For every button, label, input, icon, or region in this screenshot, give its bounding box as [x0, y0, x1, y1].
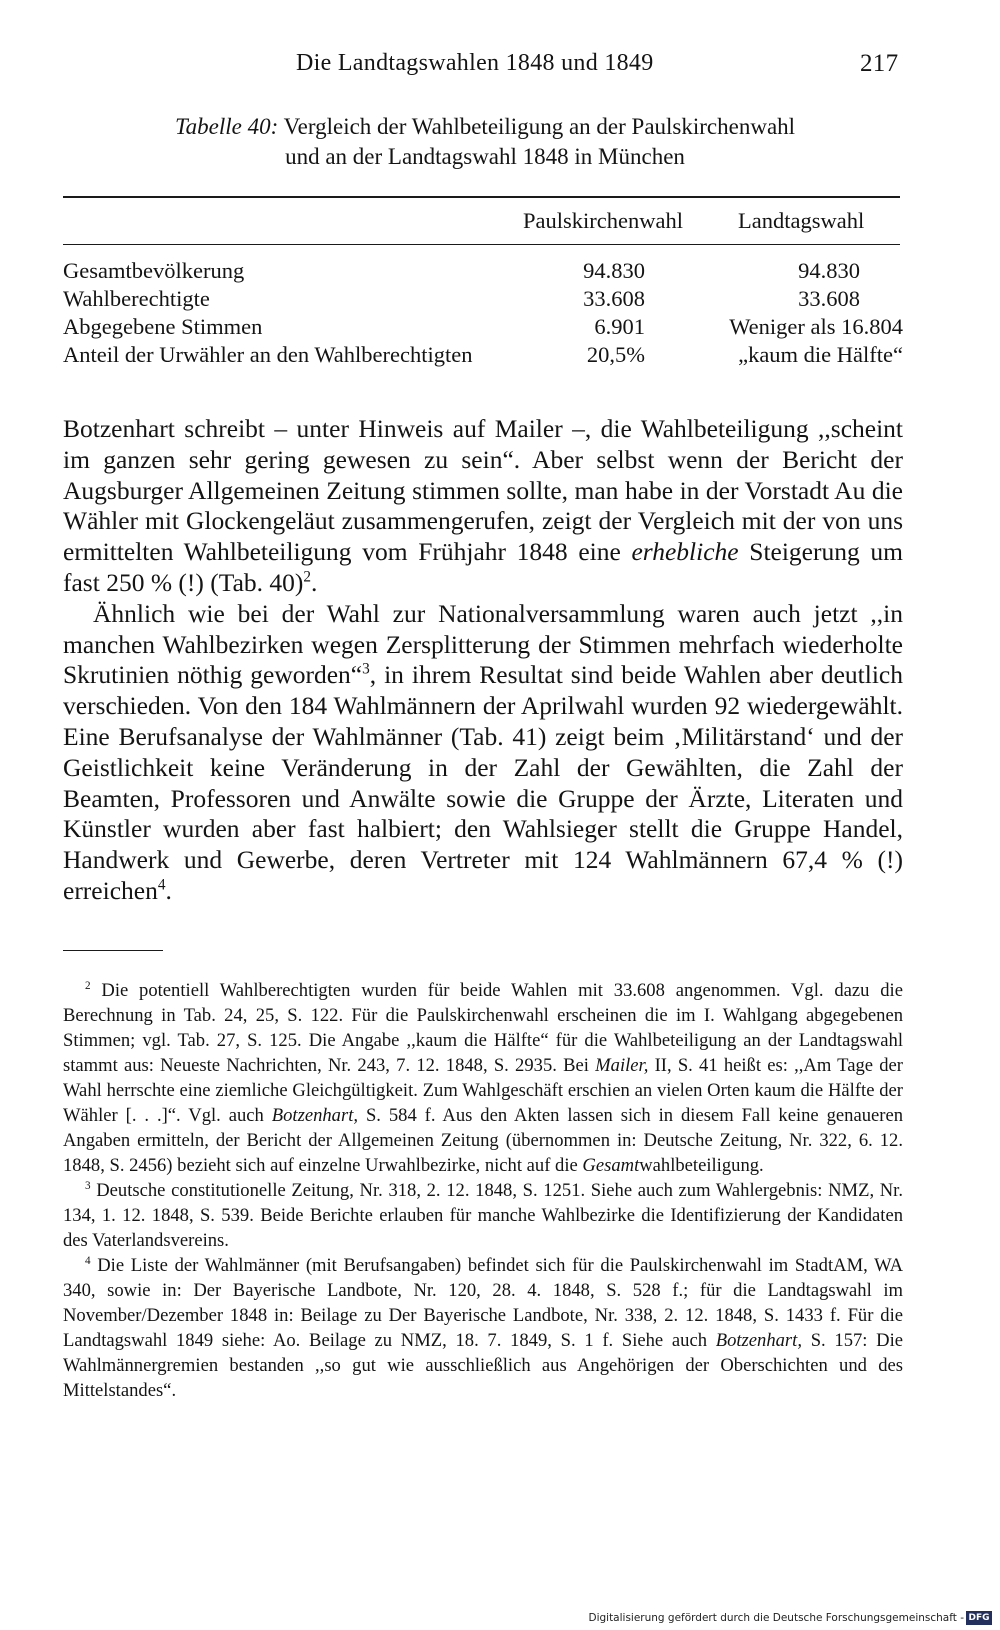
row-label: Abgegebene Stimmen: [63, 314, 263, 339]
cell-paulskirchenwahl: 94.830: [583, 258, 645, 283]
emphasis: Gesamt: [582, 1155, 640, 1176]
cell-paulskirchenwahl: 20,5%: [586, 342, 645, 367]
footnote: $^3$ Deutsche constitutionelle Zeitung, Nr. 318, 2. 12. 1848, S. 1251. Siehe auch zum Wahlergebnis: NMZ, Nr. 134, 1. 12. 1848, S. 539. Beide Berichte erlauben für manche Wahlbezirke die Identifizierung der Kandidaten des Vaterlandsvereins.: [63, 1179, 903, 1251]
column-header-landtagswahl: Landtagswahl: [738, 208, 865, 233]
cell-paulskirchenwahl: 6.901: [594, 314, 645, 339]
cell-landtagswahl: Weniger als 16.804: [729, 314, 903, 339]
row-label: Gesamtbevölkerung: [63, 258, 245, 283]
dfg-logo: DFG: [966, 1611, 992, 1625]
footnote-ref[interactable]: 2: [303, 568, 312, 586]
table-row: [63, 258, 903, 286]
running-title: Die Landtagswahlen 1848 und 1849: [296, 50, 654, 76]
digitization-notice: Digitalisierung gefördert durch die Deutsche Forschungsgemeinschaft -: [588, 1612, 964, 1624]
table-header-rule: [63, 244, 900, 245]
footnote: $^4$ Die Liste der Wahlmänner (mit Berufsangaben) befindet sich für die Paulskirchenwahl im StadtAM, WA 340, sowie in: Der Bayerische Landbote, Nr. 120, 28. 4. 1848, S. 528 f.; für die Landtagswahl im November/Dezember 1848 in: Beilage zu Der Bayerische Landbote, Nr. 338, 2. 12. 1848, S. 1433 f. Für die Landtagswahl 1849 siehe: Ao. Beilage zu NMZ, 18. 7. 1849, S. 1 f. Siehe auch Botzenhart, S. 157: Die Wahlmännergremien bestanden ,,so gut wie ausschließlich aus Angehörigen der Oberschichten und des Mittelstandes“.: [63, 1254, 904, 1401]
cell-landtagswahl: 94.830: [798, 258, 860, 283]
body-text: [63, 414, 903, 907]
row-label: Anteil der Urwähler an den Wahlberechtigten: [63, 342, 473, 367]
table-caption-label: Tabelle 40:: [174, 114, 279, 139]
author-name: Botzenhart,: [271, 1105, 359, 1126]
column-header-paulskirchenwahl: Paulskirchenwahl: [523, 208, 683, 233]
footnote-ref[interactable]: 3: [362, 660, 370, 678]
table-row: [63, 342, 903, 370]
author-name: Mailer,: [595, 1055, 649, 1076]
emphasis: erhebliche: [631, 537, 739, 567]
paragraph: Ähnlich wie bei der Wahl zur Nationalversammlung waren auch jetzt ,,in manchen Wahlbezirken wegen Zersplitterung der Stimmen mehrfach wiederholte Skrutinien nöthig geworden“$^3$, in ihrem Resultat sind beide Wahlen aber deutlich verschieden. Von den 184 Wahlmännern der Aprilwahl wurden 92 wiedergewählt. Eine Berufsanalyse der Wahlmänner (Tab. 41) zeigt beim ‚Militärstand‘ und der Geistlichkeit keine Veränderung in der Zahl der Gewählten, die Zahl der Beamten, Professoren und Anwälte sowie die Gruppe der Ärzte, Literaten und Künstler wurden aber fast halbiert; den Wahlsieger stellt die Gruppe Handel, Handwerk und Gewerbe, deren Vertreter mit 124 Wahlmännern 67,4 % (!) erreichen$^4$.: [63, 598, 904, 905]
table-caption-line2: und an der Landtagswahl 1848 in München: [285, 144, 685, 169]
cell-landtagswahl: „kaum die Hälfte“: [738, 342, 903, 367]
footnote-number: 2: [85, 979, 91, 992]
page-number: 217: [860, 50, 899, 77]
table-top-rule: [63, 196, 900, 198]
footnote-separator: [63, 950, 163, 951]
footnotes: [63, 978, 903, 1403]
author-name: Botzenhart,: [715, 1330, 802, 1351]
table-row: [63, 314, 903, 342]
row-label: Wahlberechtigte: [63, 286, 210, 311]
cell-landtagswahl: 33.608: [798, 286, 860, 311]
table-caption-line1: Vergleich der Wahlbeteiligung an der Paulskirchenwahl: [283, 114, 796, 139]
table-row: [63, 286, 903, 314]
cell-paulskirchenwahl: 33.608: [583, 286, 645, 311]
footnote-number: 4: [85, 1254, 91, 1267]
table-caption: [60, 112, 910, 172]
footnote-number: 3: [85, 1179, 91, 1192]
paragraph: Botzenhart schreibt – unter Hinweis auf Mailer –, die Wahlbeteiligung ,,scheint im ganzen sehr gering gewesen zu sein“. Aber selbst wenn der Bericht der Augsburger Allgemeinen Zeitung stimmen sollte, man habe in der Vorstadt Au die Wähler mit Glockengeläut zusammengerufen, zeigt der Vergleich mit der von uns ermittelten Wahlbeteiligung vom Frühjahr 1848 eine erhebliche Steigerung um fast 250 % (!) (Tab. 40)$^2$.: [63, 414, 903, 597]
footnote: $^2$ Die potentiell Wahlberechtigten wurden für beide Wahlen mit 33.608 angenommen. Vgl. dazu die Berechnung in Tab. 24, 25, S. 122. Für die Paulskirchenwahl erscheinen die im I. Wahlgang abgegebenen Stimmen; vgl. Tab. 27, S. 125. Die Angabe ,,kaum die Hälfte“ für die Wahlbeteiligung an der Landtagswahl stammt aus: Neueste Nachrichten, Nr. 243, 7. 12. 1848, S. 2935. Bei Mailer, II, S. 41 heißt es: ,,Am Tage der Wahl herrschte eine ziemliche Gleichgültigkeit. Zum Wahlgeschäft erschien an vielen Orten kaum die Hälfte der Wähler [. . .]“. Vgl. auch Botzenhart, S. 584 f. Aus den Akten lassen sich in diesem Fall keine genaueren Angaben ermitteln, der Bericht der Allgemeinen Zeitung (übernommen in: Deutsche Zeitung, Nr. 322, 6. 12. 1848, S. 2456) bezieht sich auf einzelne Urwahlbezirke, nicht auf die Gesamtwahlbeteiligung.: [63, 979, 903, 1176]
footnote-ref[interactable]: 4: [157, 876, 166, 894]
